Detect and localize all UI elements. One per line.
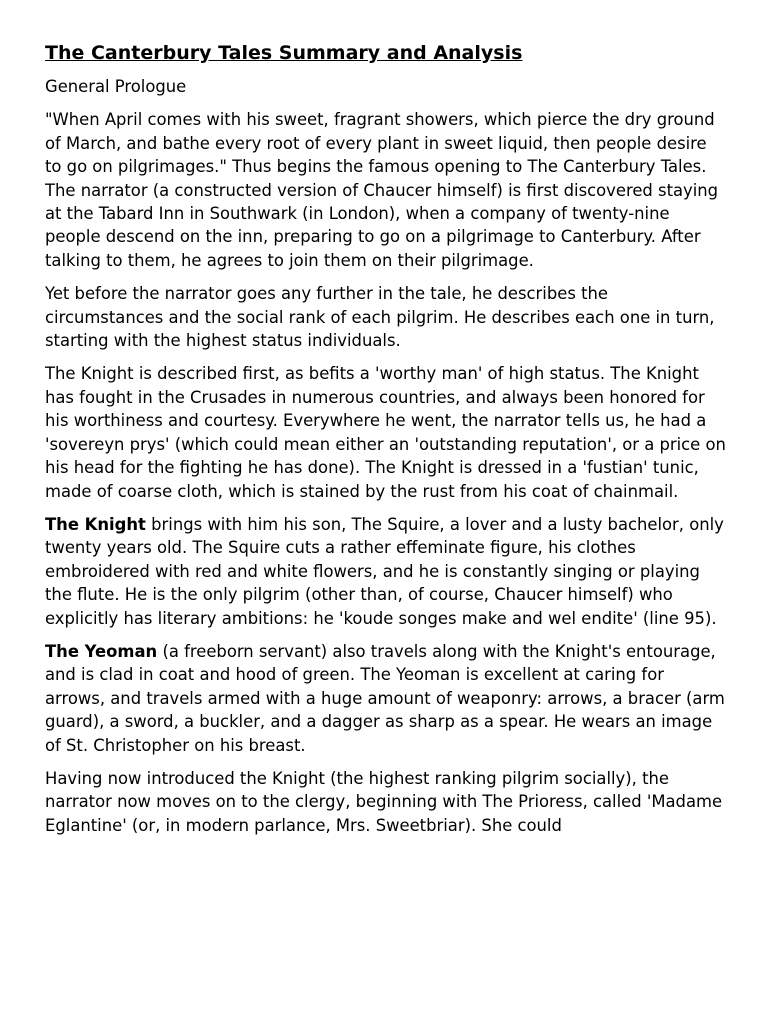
paragraph-knight-description: [45, 362, 727, 502]
paragraph-prioress: [45, 767, 727, 837]
paragraph-opening: [45, 108, 727, 272]
paragraph-squire: [45, 513, 727, 630]
document-page: [45, 40, 727, 847]
paragraph-text: (a freeborn servant) also travels along with the Knight's entourage, and is clad in coat and hood of green. The Yeoman is excellent at caring for arrows, and travels armed with a huge amount of weaponry: arrows, a bracer (arm guard), a sword, a buckler, and a dagger as sharp as a spear. He wears an image of St. Christopher on his breast.: [45, 641, 725, 755]
paragraph-yeoman: [45, 640, 727, 757]
document-title: The Canterbury Tales Summary and Analysis: [45, 42, 523, 64]
paragraph-text: brings with him his son, The Squire, a lover and a lusty bachelor, only twenty years old. The Squire cuts a rather effeminate figure, his clothes embroidered with red and white flowers, and he is constantly singing or playing the flute. He is the only pilgrim (other than, of course, Chaucer himself) who explicitly has literary ambitions: he 'koude songes make and wel endite' (line 95).: [45, 514, 724, 628]
paragraph-text: "When April comes with his sweet, fragrant showers, which pierce the dry ground of March, and bathe every root of every plant in sweet liquid, then people desire to go on pilgrimages." Thus begins the famous opening to The Canterbury Tales. The narrator (a constructed version of Chaucer himself) is first discovered staying at the Tabard Inn in Southwark (in London), when a company of twenty-nine people descend on the inn, preparing to go on a pilgrimage to Canterbury. After talking to them, he agrees to join them on their pilgrimage.: [45, 110, 719, 270]
paragraph-narrator: [45, 282, 727, 352]
paragraph-text: Yet before the narrator goes any further in the tale, he describes the circumstances and the social rank of each pilgrim. He describes each one in turn, starting with the highest status individuals.: [45, 284, 715, 351]
section-heading: General Prologue: [45, 77, 187, 96]
paragraph-text: The Knight is described first, as befits a 'worthy man' of high status. The Knight has fought in the Crusades in numerous countries, and always been honored for his worthiness and courtesy. Everywhere he went, the narrator tells us, he had a 'sovereyn prys' (which could mean either an 'outstanding reputation', or a price on his head for the fighting he has done). The Knight is dressed in a 'fustian' tunic, made of coarse cloth, which is stained by the rust from his coat of chainmail.: [45, 364, 726, 501]
paragraph-lead: The Knight: [45, 514, 146, 534]
paragraph-lead: The Yeoman: [45, 641, 158, 661]
paragraph-text: Having now introduced the Knight (the highest ranking pilgrim socially), the narrator now moves on to the clergy, beginning with The Prioress, called 'Madame Eglantine' (or, in modern parlance, Mrs. Sweetbriar). She could: [45, 768, 723, 835]
